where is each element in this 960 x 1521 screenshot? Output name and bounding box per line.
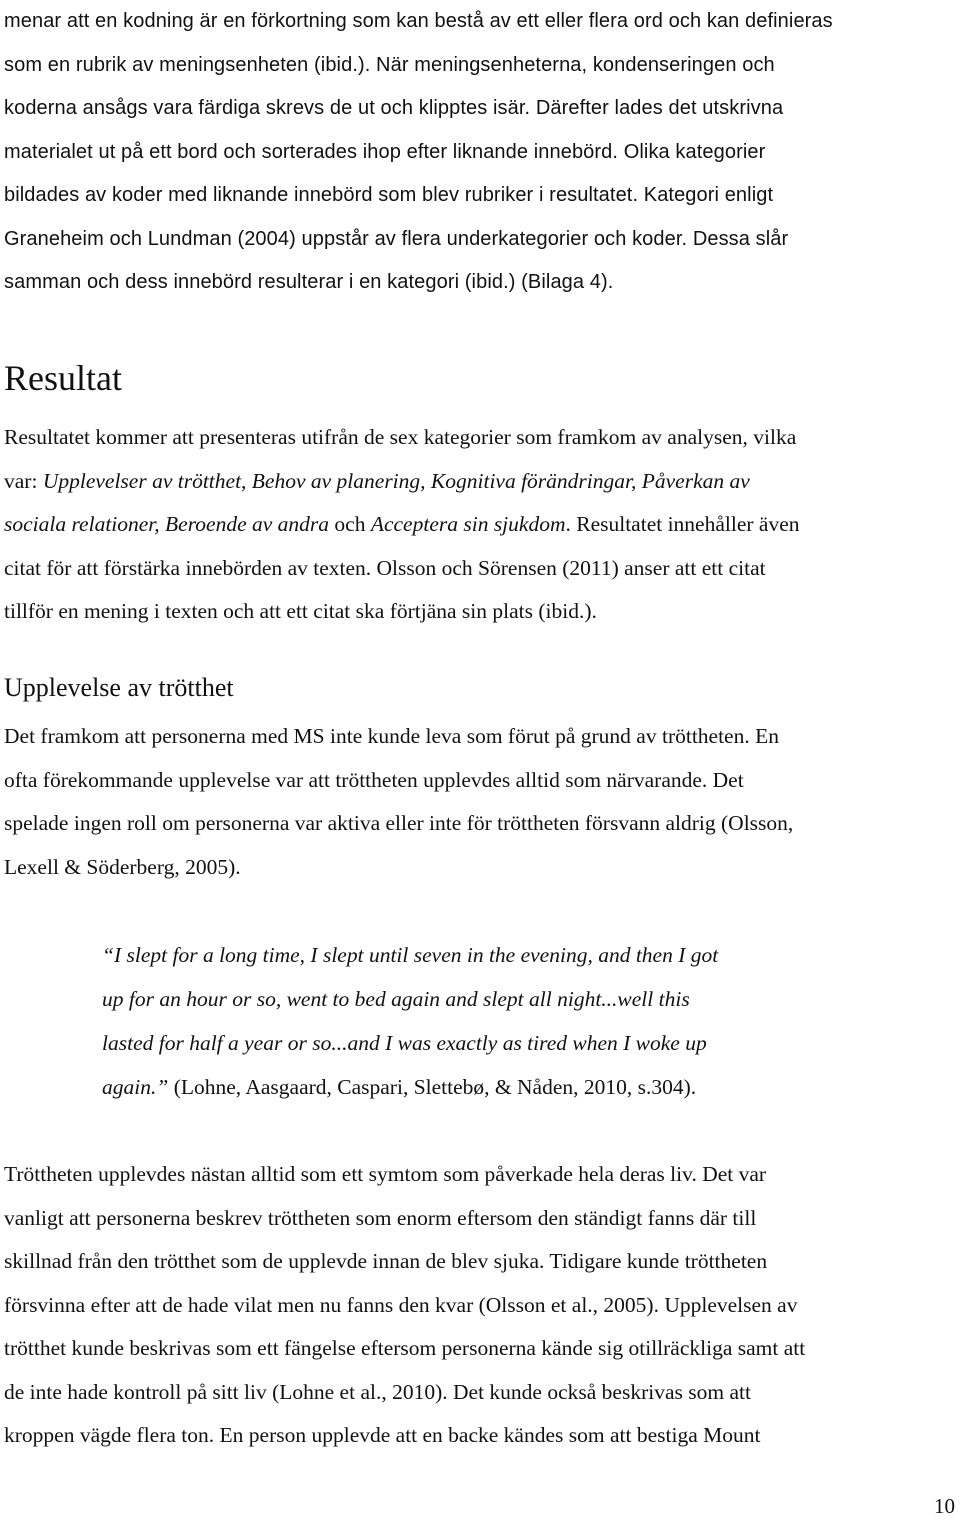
- after-quote-line: Tröttheten upplevdes nästan alltid som ett symtom som påverkade hela deras liv. Det var: [4, 1162, 767, 1186]
- upplevelse-line: spelade ingen roll om personerna var aktiva eller inte för tröttheten försvann aldrig (Olsson,: [4, 811, 794, 835]
- upplevelse-paragraph: [4, 715, 956, 889]
- resultat-line: citat för att förstärka innebörden av texten. Olsson och Sörensen (2011) anser att ett citat: [4, 555, 766, 580]
- quote-line: lasted for half a year or so...and I was exactly as tired when I woke up: [102, 1031, 707, 1055]
- quote-line: up for an hour or so, went to bed again and slept all night...well this: [102, 987, 690, 1011]
- resultat-line: sociala relationer, Beroende av andra och Acceptera sin sjukdom. Resultatet innehåller även: [4, 512, 800, 536]
- resultat-line: Resultatet kommer att presenteras utifrån de sex kategorier som framkom av analysen, vilka: [4, 425, 797, 449]
- resultat-paragraph: [4, 416, 956, 634]
- after-quote-line: försvinna efter att de hade vilat men nu fanns den kvar (Olsson et al., 2005). Upplevelsen av: [4, 1292, 798, 1317]
- intro-line: som en rubrik av meningsenheten (ibid.). När meningsenheterna, kondenseringen och: [4, 53, 775, 76]
- quote-citation: (Lohne, Aasgaard, Caspari, Slettebø, & Nåden, 2010, s.304).: [168, 1075, 697, 1099]
- section-heading-upplevelse: Upplevelse av trötthet: [4, 673, 234, 702]
- after-quote-line: kroppen vägde flera ton. En person upplevde att en backe kändes som att bestiga Mount: [4, 1423, 761, 1447]
- page-number: 10: [934, 1494, 955, 1518]
- after-quote-line: de inte hade kontroll på sitt liv (Lohne et al., 2010). Det kunde också beskrivas som att: [4, 1379, 751, 1404]
- after-quote-line: vanligt att personerna beskrev tröttheten som enorm eftersom den ständigt fanns där till: [4, 1205, 757, 1230]
- upplevelse-line: ofta förekommande upplevelse var att tröttheten upplevdes alltid som närvarande. Det: [4, 767, 744, 792]
- resultat-line: tillför en mening i texten och att ett citat ska förtjäna sin plats (ibid.).: [4, 599, 597, 623]
- after-quote-line: trötthet kunde beskrivas som ett fängelse eftersom personerna kände sig otillräckliga samt att: [4, 1336, 806, 1360]
- quote-line: “I slept for a long time, I slept until seven in the evening, and then I got: [102, 943, 719, 967]
- intro-paragraph: [4, 0, 956, 305]
- intro-line: samman och dess innebörd resulterar i en kategori (ibid.) (Bilaga 4).: [4, 271, 614, 293]
- upplevelse-line: Det framkom att personerna med MS inte kunde leva som förut på grund av tröttheten. En: [4, 724, 779, 748]
- after-quote-line: skillnad från den trötthet som de upplevde innan de blev sjuka. Tidigare kunde tröttheten: [4, 1249, 768, 1273]
- intro-line: Graneheim och Lundman (2004) uppstår av flera underkategorier och koder. Dessa slår: [4, 227, 789, 250]
- intro-line: koderna ansågs vara färdiga skrevs de ut och klipptes isär. Därefter lades det utskrivna: [4, 97, 784, 119]
- block-quote: [102, 933, 862, 1109]
- upplevelse-line: Lexell & Söderberg, 2005).: [4, 854, 241, 879]
- after-quote-paragraph: [4, 1153, 956, 1458]
- section-heading-resultat: Resultat: [4, 358, 122, 398]
- intro-line: materialet ut på ett bord och sorterades ihop efter liknande innebörd. Olika kategorier: [4, 140, 766, 163]
- quote-line: again.” (Lohne, Aasgaard, Caspari, Slettebø, & Nåden, 2010, s.304).: [102, 1075, 697, 1099]
- intro-line: bildades av koder med liknande innebörd som blev rubriker i resultatet. Kategori enligt: [4, 184, 774, 206]
- resultat-line: var: Upplevelser av trötthet, Behov av planering, Kognitiva förändringar, Påverkan av: [4, 468, 750, 493]
- intro-line: menar att en kodning är en förkortning som kan bestå av ett eller flera ord och kan definieras: [4, 10, 833, 32]
